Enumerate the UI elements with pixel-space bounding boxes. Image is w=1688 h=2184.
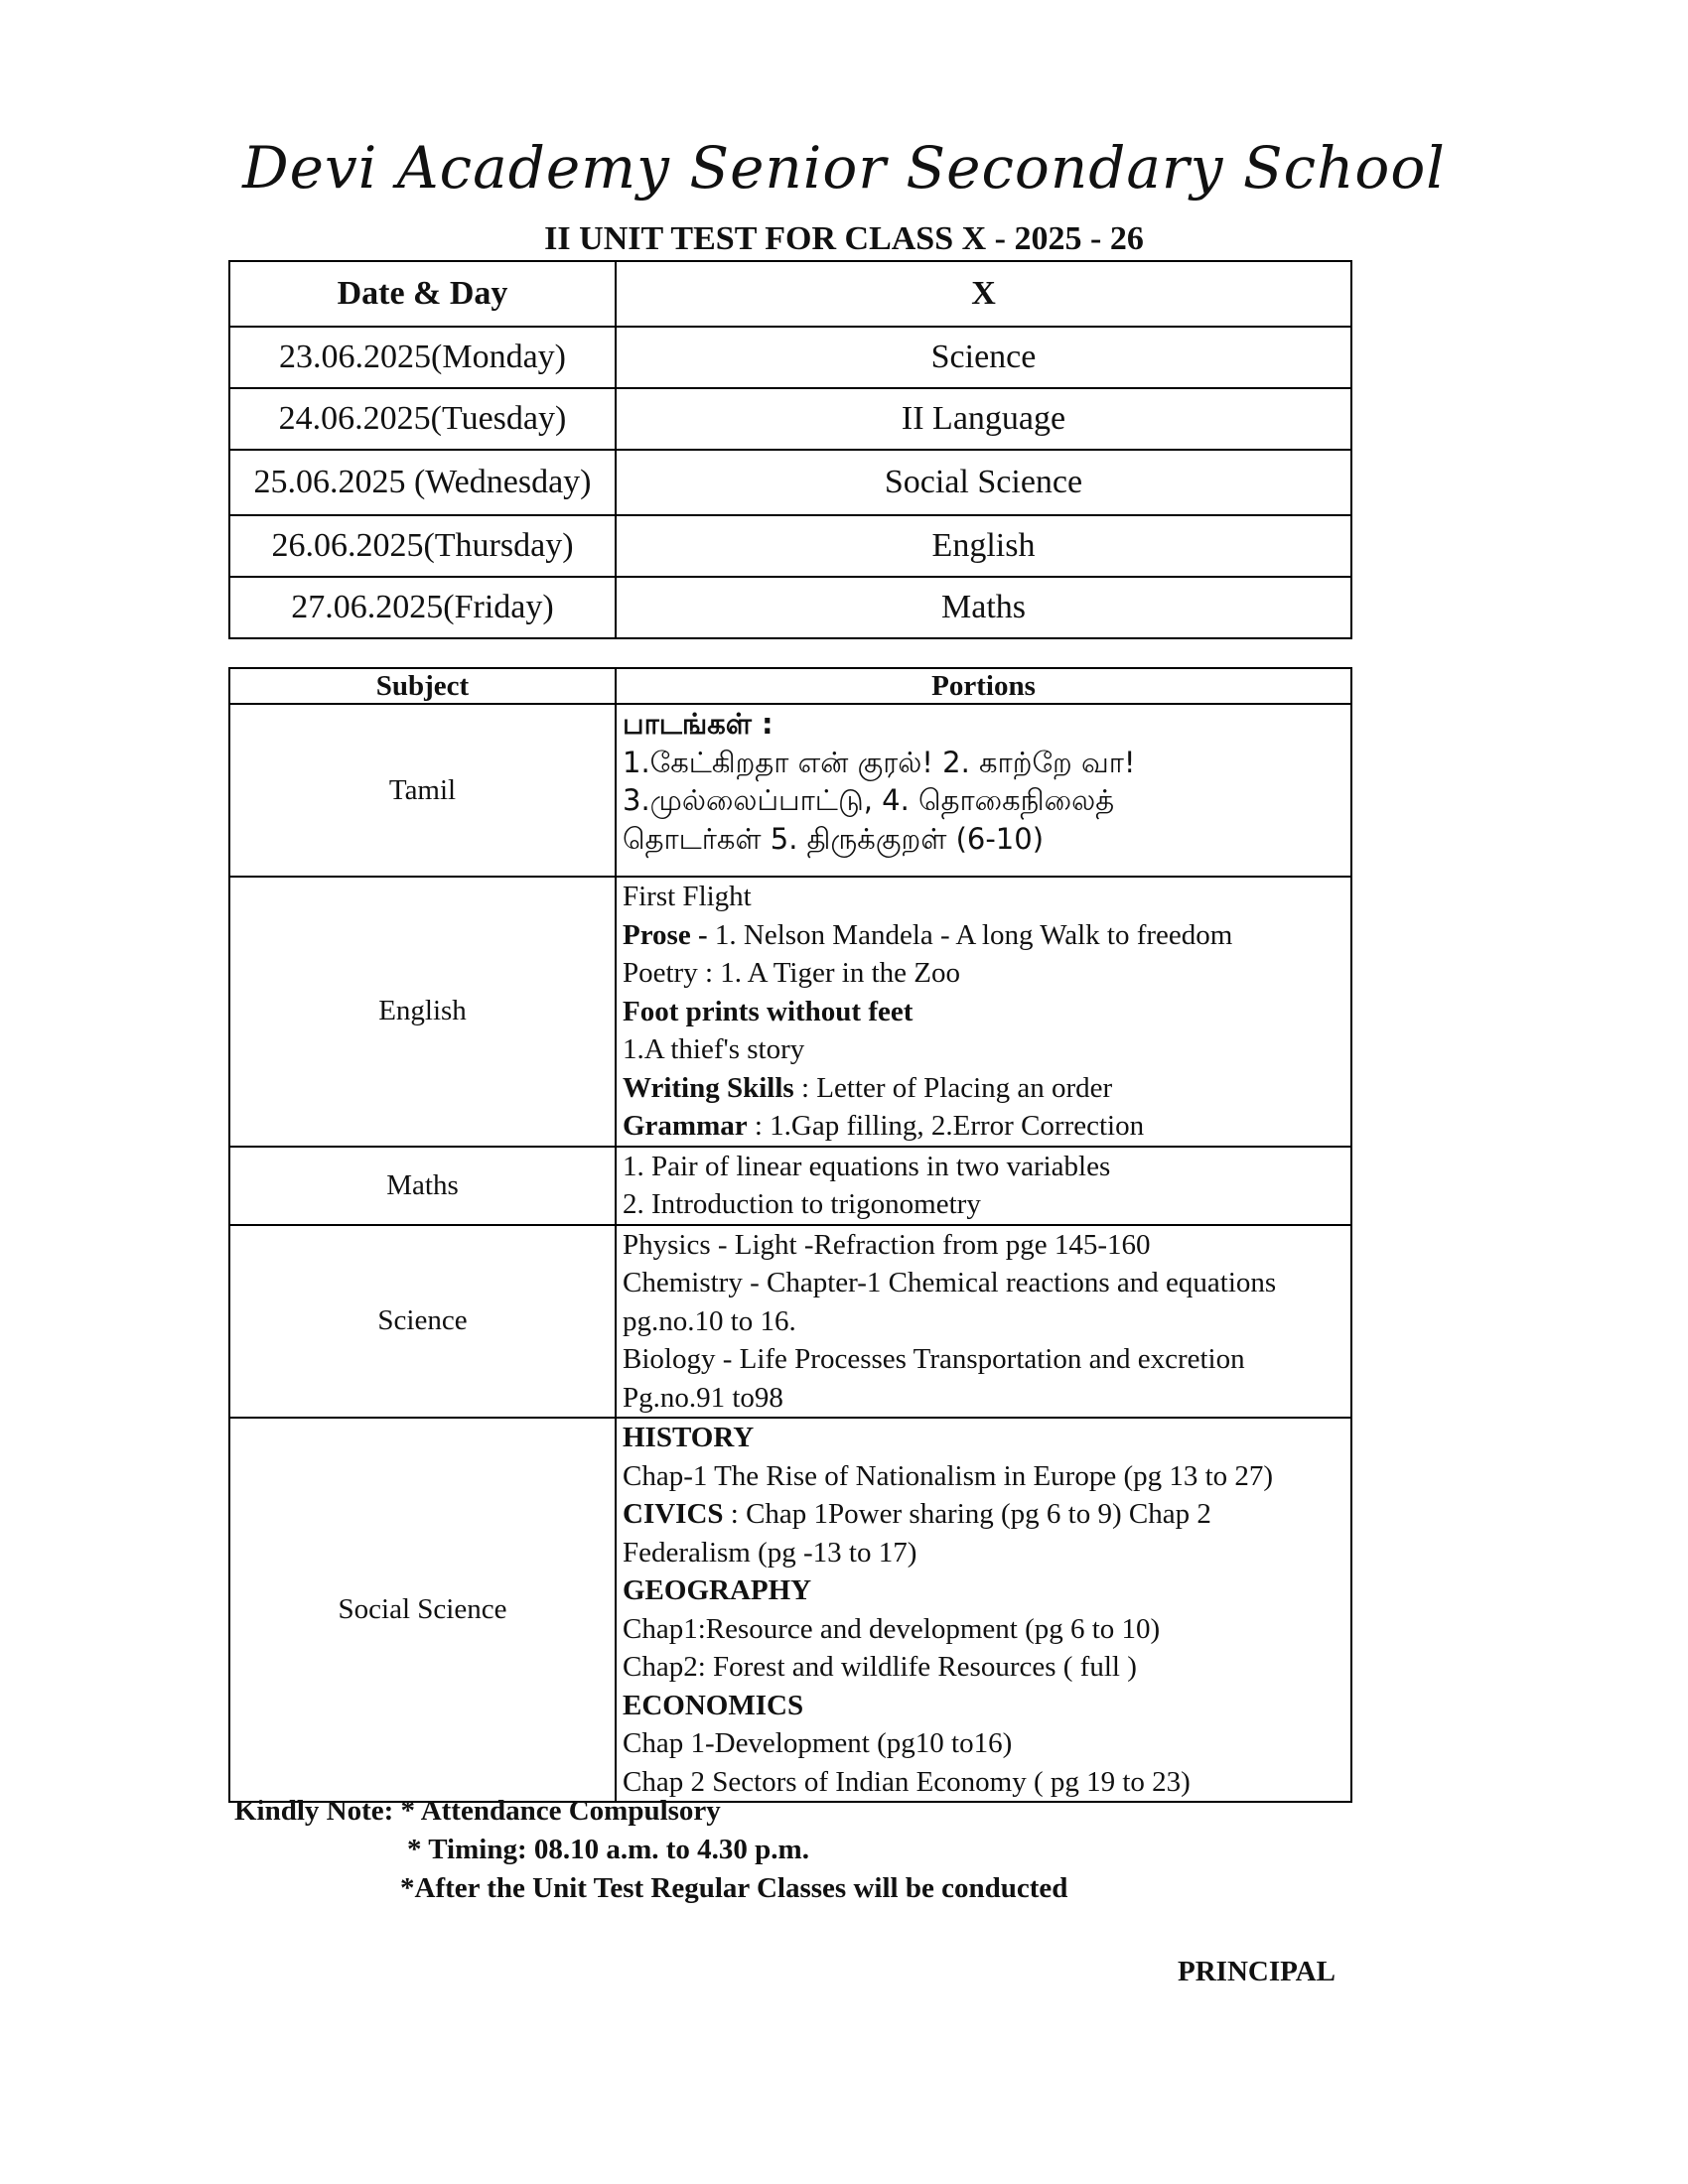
schedule-date: 26.06.2025(Thursday) bbox=[229, 515, 616, 577]
table-row bbox=[229, 327, 1351, 388]
portion-line: Federalism (pg -13 to 17) bbox=[623, 1536, 917, 1569]
portion-label: Prose - bbox=[623, 918, 708, 951]
portion-tamil bbox=[616, 704, 1351, 877]
portion-line: 3.முல்லைப்பாட்டு, 4. தொகைநிலைத் bbox=[623, 783, 1115, 817]
table-row bbox=[229, 388, 1351, 450]
portion-line: Pg.no.91 to98 bbox=[623, 1381, 783, 1414]
table-row bbox=[229, 577, 1351, 638]
table-header-row bbox=[229, 261, 1351, 327]
schedule-subject: Social Science bbox=[616, 450, 1351, 515]
schedule-subject: English bbox=[616, 515, 1351, 577]
portion-line: Chemistry - Chapter-1 Chemical reactions and equations bbox=[623, 1267, 1277, 1298]
portion-text: 1. Nelson Mandela - A long Walk to freedom bbox=[707, 918, 1233, 951]
portion-line: 1. Pair of linear equations in two variables bbox=[623, 1150, 1111, 1182]
note-regular-classes: *After the Unit Test Regular Classes will be conducted bbox=[400, 1872, 1068, 1904]
subject-maths: Maths bbox=[229, 1147, 616, 1225]
portion-line: 1.கேட்கிறதா என் குரல்! 2. காற்றே வா! bbox=[623, 745, 1136, 779]
section-heading-history: HISTORY bbox=[623, 1422, 755, 1453]
schedule-date: 23.06.2025(Monday) bbox=[229, 327, 616, 388]
schedule-subject: II Language bbox=[616, 388, 1351, 450]
subject-english: English bbox=[229, 877, 616, 1147]
header-subject: Subject bbox=[229, 668, 616, 704]
portion-line: Chap 2 Sectors of Indian Economy ( pg 19 to 23) bbox=[623, 1765, 1191, 1798]
portion-line: Biology - Life Processes Transportation and excretion bbox=[623, 1343, 1245, 1375]
portion-line: Chap2: Forest and wildlife Resources ( full ) bbox=[623, 1651, 1137, 1683]
portion-line bbox=[623, 1069, 1350, 1108]
portion-line bbox=[623, 1495, 1350, 1534]
note-attendance: Kindly Note: * Attendance Compulsory bbox=[234, 1795, 721, 1827]
portion-label: Writing Skills bbox=[623, 1071, 794, 1104]
table-row bbox=[229, 877, 1351, 1147]
schedule-subject: Maths bbox=[616, 577, 1351, 638]
table-row bbox=[229, 1147, 1351, 1225]
portion-line: pg.no.10 to 16. bbox=[623, 1304, 796, 1337]
header-portions: Portions bbox=[616, 668, 1351, 704]
header-date-day: Date & Day bbox=[229, 261, 616, 327]
schedule-date: 25.06.2025 (Wednesday) bbox=[229, 450, 616, 515]
table-row bbox=[229, 515, 1351, 577]
portion-science bbox=[616, 1225, 1351, 1419]
schedule-subject: Science bbox=[616, 327, 1351, 388]
portion-text: : 1.Gap filling, 2.Error Correction bbox=[747, 1110, 1145, 1142]
section-heading-economics: ECONOMICS bbox=[623, 1689, 804, 1721]
subject-social-science: Social Science bbox=[229, 1418, 616, 1802]
table-row bbox=[229, 1225, 1351, 1419]
portion-line: Poetry : 1. A Tiger in the Zoo bbox=[623, 957, 960, 989]
portion-line bbox=[623, 1107, 1350, 1146]
section-heading-geography: GEOGRAPHY bbox=[623, 1574, 812, 1606]
portion-label: Grammar bbox=[623, 1110, 748, 1142]
portion-line: 1.A thief's story bbox=[623, 1033, 805, 1065]
table-row bbox=[229, 704, 1351, 877]
portion-text: : Chap 1Power sharing (pg 6 to 9) Chap 2 bbox=[723, 1498, 1211, 1530]
note-timing: * Timing: 08.10 a.m. to 4.30 p.m. bbox=[407, 1834, 809, 1865]
subject-tamil: Tamil bbox=[229, 704, 616, 877]
portion-line: Chap 1-Development (pg10 to16) bbox=[623, 1727, 1013, 1759]
schedule-date: 24.06.2025(Tuesday) bbox=[229, 388, 616, 450]
school-name: Devi Academy Senior Secondary School bbox=[242, 134, 1446, 202]
portions-table bbox=[228, 667, 1352, 1803]
portion-maths bbox=[616, 1147, 1351, 1225]
portion-line: தொடர்கள் 5. திருக்குறள் (6-10) bbox=[623, 821, 1045, 856]
portion-line bbox=[623, 916, 1350, 955]
test-title: II UNIT TEST FOR CLASS X - 2025 - 26 bbox=[544, 220, 1144, 257]
exam-schedule-table bbox=[228, 260, 1352, 639]
table-row bbox=[229, 450, 1351, 515]
portion-line: 2. Introduction to trigonometry bbox=[623, 1188, 981, 1220]
portion-line: First Flight bbox=[623, 881, 752, 912]
portion-social-science bbox=[616, 1418, 1351, 1802]
table-header-row bbox=[229, 668, 1351, 704]
portion-line: Chap-1 The Rise of Nationalism in Europe (pg 13 to 27) bbox=[623, 1459, 1274, 1492]
tamil-heading: பாடங்கள் : bbox=[623, 707, 774, 741]
principal-signature: PRINCIPAL bbox=[1178, 1956, 1336, 1987]
portion-english bbox=[616, 877, 1351, 1147]
portion-line: Chap1:Resource and development (pg 6 to 10) bbox=[623, 1612, 1161, 1645]
portion-line: Physics - Light -Refraction from pge 145-160 bbox=[623, 1228, 1151, 1261]
section-heading-civics: CIVICS bbox=[623, 1498, 724, 1530]
table-row bbox=[229, 1418, 1351, 1802]
subject-science: Science bbox=[229, 1225, 616, 1419]
portion-text: : Letter of Placing an order bbox=[793, 1071, 1113, 1104]
portion-label: Foot prints without feet bbox=[623, 995, 914, 1027]
header-class: X bbox=[616, 261, 1351, 327]
schedule-date: 27.06.2025(Friday) bbox=[229, 577, 616, 638]
